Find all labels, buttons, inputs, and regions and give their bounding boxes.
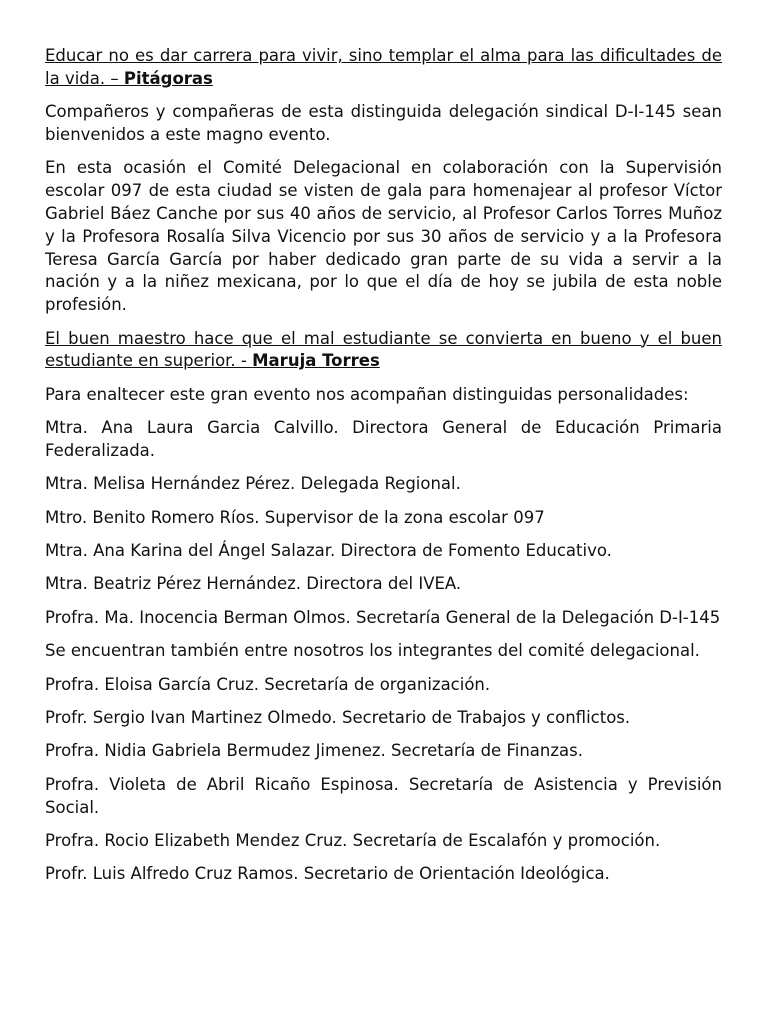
document-page xyxy=(45,45,722,897)
guest-item: Mtra. Melisa Hernández Pérez. Delegada Regional. xyxy=(45,474,461,494)
committee-intro: Se encuentran también entre nosotros los integrantes del comité delegacional. xyxy=(45,641,700,661)
committee-item: Profra. Nidia Gabriela Bermudez Jimenez. Secretaría de Finanzas. xyxy=(45,741,583,761)
quote-maruja xyxy=(45,328,722,374)
welcome-paragraph: Compañeros y compañeras de esta distinguida delegación sindical D-I-145 sean bienvenidos a este magno evento. xyxy=(45,102,722,144)
committee-item: Profr. Sergio Ivan Martinez Olmedo. Secretario de Trabajos y conflictos. xyxy=(45,708,631,728)
guest-item: Mtra. Ana Laura Garcia Calvillo. Directora General de Educación Primaria Federalizada. xyxy=(45,418,722,460)
guest-item: Profra. Ma. Inocencia Berman Olmos. Secretaría General de la Delegación D-I-145 xyxy=(45,607,721,627)
committee-item: Profra. Rocio Elizabeth Mendez Cruz. Secretaría de Escalafón y promoción. xyxy=(45,831,661,851)
committee-item: Profra. Eloisa García Cruz. Secretaría de organización. xyxy=(45,674,491,694)
quote-pitagoras xyxy=(45,45,722,91)
quote-pitagoras-author: Pitágoras xyxy=(123,68,213,88)
committee-item: Profra. Violeta de Abril Ricaño Espinosa. Secretaría de Asistencia y Previsión Social. xyxy=(45,774,722,817)
committee-item: Profr. Luis Alfredo Cruz Ramos. Secretario de Orientación Ideológica. xyxy=(45,864,610,884)
quote-maruja-author: Maruja Torres xyxy=(252,351,380,371)
guest-item: Mtra. Beatriz Pérez Hernández. Directora del IVEA. xyxy=(45,574,462,594)
guests-intro: Para enaltecer este gran evento nos acompañan distinguidas personalidades: xyxy=(45,384,689,404)
guest-item: Mtro. Benito Romero Ríos. Supervisor de la zona escolar 097 xyxy=(45,507,545,527)
occasion-paragraph: En esta ocasión el Comité Delegacional en colaboración con la Supervisión escolar 097 de esta ciudad se visten de gala para homenajear al profesor Víctor Gabriel Báez Canche por sus 40 años de servicio, al Profesor Carlos Torres Muñoz y la Profesora Rosalía Silva Vicencio por sus 30 años de servicio y a la Profesora Teresa García García por haber dedicado gran parte de su vida a servir a la nación y a la niñez mexicana, por lo que el día de hoy se jubila de esta noble profesión. xyxy=(45,158,722,315)
quote-maruja-text: El buen maestro hace que el mal estudiante se convierta en bueno y el buen estudiante en superior. - xyxy=(45,328,722,371)
guest-item: Mtra. Ana Karina del Ángel Salazar. Directora de Fomento Educativo. xyxy=(45,541,612,561)
quote-pitagoras-text: Educar no es dar carrera para vivir, sino templar el alma para las dificultades de la vida. – xyxy=(45,46,722,88)
